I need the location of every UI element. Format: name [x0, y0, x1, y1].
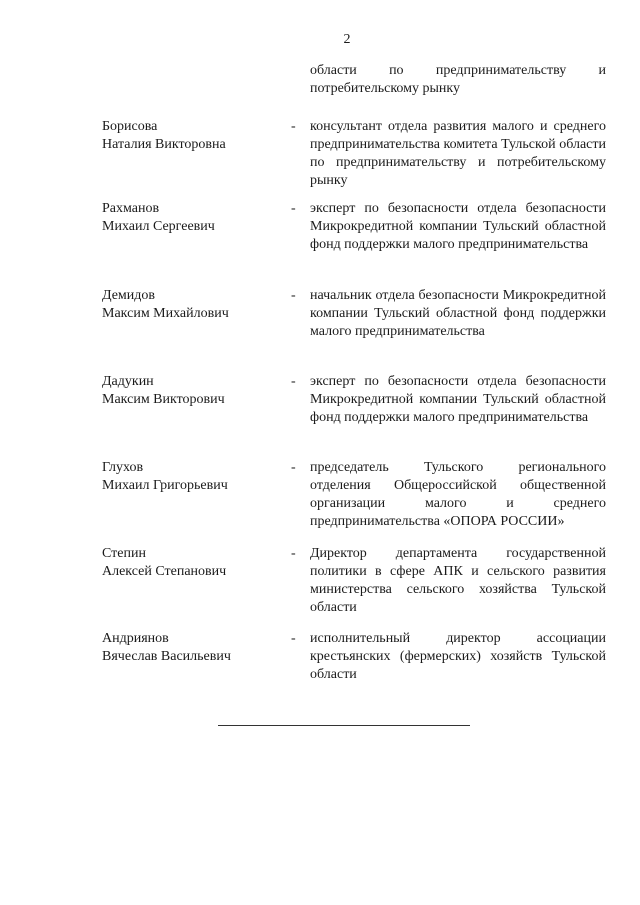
member-surname: Дадукин — [102, 374, 154, 389]
member-surname: Рахманов — [102, 201, 160, 216]
dash-separator: - — [291, 119, 296, 134]
member-position: консультант отдела развития малого и среднего предпринимательства комитета Тульской области по предпринимательству и потребительскому рынку — [310, 119, 606, 188]
dash-separator: - — [291, 631, 296, 646]
member-surname: Андриянов — [102, 631, 169, 646]
dash-separator: - — [291, 288, 296, 303]
member-position: начальник отдела безопасности Микрокредитной компании Тульский областной фонд поддержки малого предпринимательства — [310, 288, 606, 339]
member-name — [102, 545, 282, 581]
member-name — [102, 287, 282, 323]
member-position: эксперт по безопасности отдела безопасности Микрокредитной компании Тульский областной фонд поддержки малого предпринимательства — [310, 201, 606, 252]
page-number: 2 — [343, 32, 351, 47]
member-name — [102, 200, 282, 236]
dash-separator: - — [291, 201, 296, 216]
member-surname: Глухов — [102, 460, 144, 475]
member-given-names: Максим Викторович — [102, 392, 225, 407]
dash-separator: - — [291, 374, 296, 389]
member-surname: Демидов — [102, 288, 156, 303]
member-surname: Борисова — [102, 119, 158, 134]
member-given-names: Михаил Сергеевич — [102, 219, 215, 234]
member-given-names: Максим Михайлович — [102, 306, 229, 321]
member-position: Директор департамента государственной политики в сфере АПК и сельского развития министерства сельского хозяйства Тульской области — [310, 546, 606, 615]
member-name — [102, 118, 282, 154]
member-given-names: Алексей Степанович — [102, 564, 227, 579]
member-name — [102, 630, 282, 666]
member-position: исполнительный директор ассоциации крестьянских (фермерских) хозяйств Тульской области — [310, 631, 606, 682]
member-position: председатель Тульского регионального отделения Общероссийской общественной организации малого и среднего предпринимательства «ОПОРА РОССИИ» — [310, 460, 606, 529]
member-name — [102, 373, 282, 409]
member-given-names: Михаил Григорьевич — [102, 478, 228, 493]
dash-separator: - — [291, 460, 296, 475]
continuation-text: области по предпринимательству и потребительскому рынку — [310, 63, 606, 96]
dash-separator: - — [291, 546, 296, 561]
closing-rule — [218, 725, 470, 726]
member-given-names: Наталия Викторовна — [102, 137, 226, 152]
member-given-names: Вячеслав Васильевич — [102, 649, 231, 664]
member-position: эксперт по безопасности отдела безопасности Микрокредитной компании Тульский областной фонд поддержки малого предпринимательства — [310, 374, 606, 425]
member-name — [102, 459, 282, 495]
member-surname: Степин — [102, 546, 146, 561]
